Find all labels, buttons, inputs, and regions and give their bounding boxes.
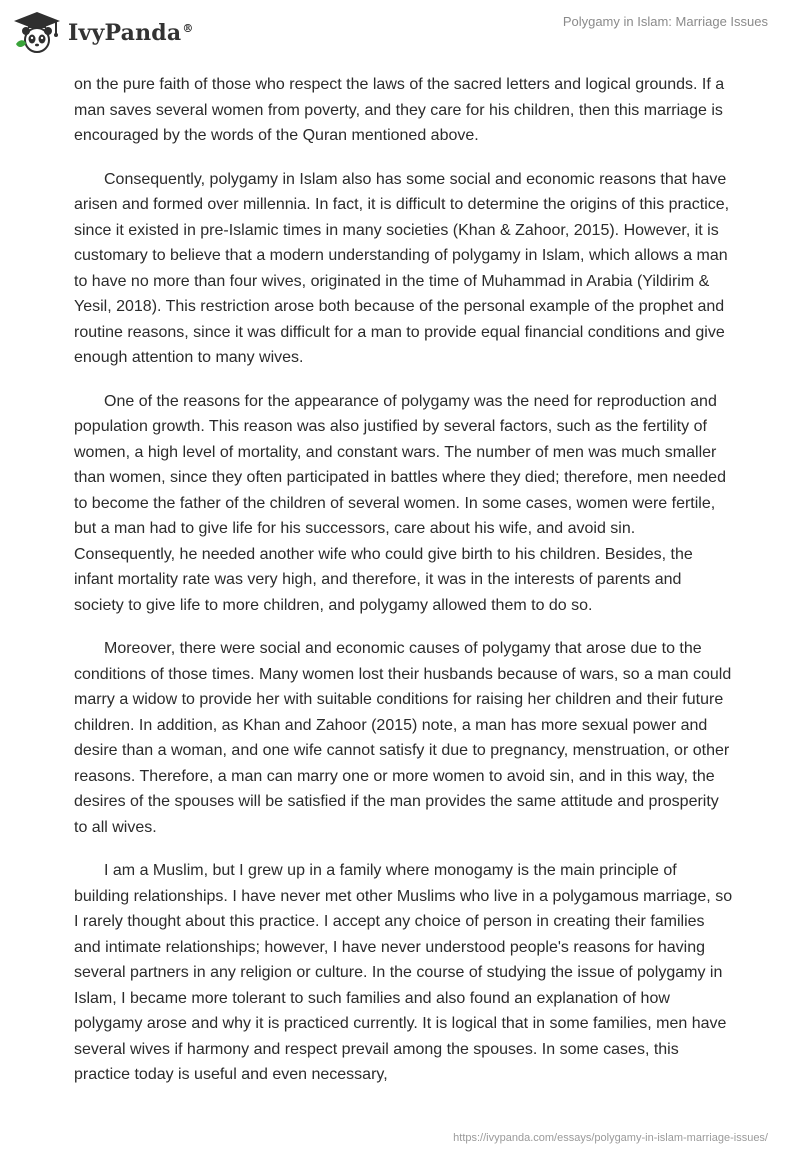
source-url[interactable]: https://ivypanda.com/essays/polygamy-in-islam-marriage-issues/ <box>453 1132 768 1144</box>
page-header <box>0 0 800 70</box>
ivypanda-logo[interactable] <box>12 10 194 54</box>
paragraph-continuation: on the pure faith of those who respect the laws of the sacred letters and logical grounds. If a man saves several women from poverty, and they care for his children, then this marriage is encouraged by the words of the Quran mentioned above. <box>74 76 725 144</box>
document-title: Polygamy in Islam: Marriage Issues <box>562 14 768 29</box>
brand-name: IvyPanda® <box>68 20 194 46</box>
paragraph: Moreover, there were social and economic causes of polygamy that arose due to the conditions of those times. Many women lost their husbands because of wars, so a man could marry a widow to provide her with suitable conditions for raising her children and their future children. In addition, as Khan and Zahoor (2015) note, a man has more sexual power and desire than a woman, and one wife cannot satisfy it due to pregnancy, menstruation, or other reasons. Therefore, a man can marry one or more women to avoid sin, and in this way, the desires of the spouses will be satisfied if the man provides the same attitude and prosperity to all wives. <box>74 640 732 836</box>
panda-graduate-icon <box>12 10 62 54</box>
paragraph: One of the reasons for the appearance of polygamy was the need for reproduction and population growth. This reason was also justified by several factors, such as the fertility of women, a high level of mortality, and constant wars. The number of men was much smaller than women, since they often participated in battles where they died; therefore, men needed to become the father of the children of several women. In some cases, women were fertile, but a man had to give life for his successors, care about his wife, and avoid sin. Consequently, he needed another wife who could give birth to his children. Besides, the infant mortality rate was very high, and therefore, it was in the interests of parents and society to give life to more children, and polygamy allowed them to do so. <box>74 392 726 614</box>
paragraph: Consequently, polygamy in Islam also has some social and economic reasons that have arisen and formed over millennia. In fact, it is difficult to determine the origins of this practice, since it existed in pre-Islamic times in many societies (Khan & Zahoor, 2015). However, it is customary to believe that a modern understanding of polygamy in Islam, which allows a man to have no more than four wives, originated in the time of Muhammad in Arabia (Yildirim & Yesil, 2018). This restriction arose both because of the personal example of the prophet and routine reasons, since it was difficult for a man to provide equal financial conditions and give enough attention to many wives. <box>74 170 730 366</box>
paragraph: I am a Muslim, but I grew up in a family where monogamy is the main principle of building relationships. I have never met other Muslims who live in a polygamous marriage, so I rarely thought about this practice. I accept any choice of person in creating their families and intimate relationships; however, I have never understood people's reasons for having several partners in any religion or culture. In the course of studying the issue of polygamy in Islam, I became more tolerant to such families and also found an explanation of how polygamy arose and why it is practiced currently. It is logical that in some families, men have several wives if harmony and respect prevail among the spouses. In some cases, this practice today is useful and even necessary, <box>74 862 733 1083</box>
essay-body <box>74 72 734 1106</box>
